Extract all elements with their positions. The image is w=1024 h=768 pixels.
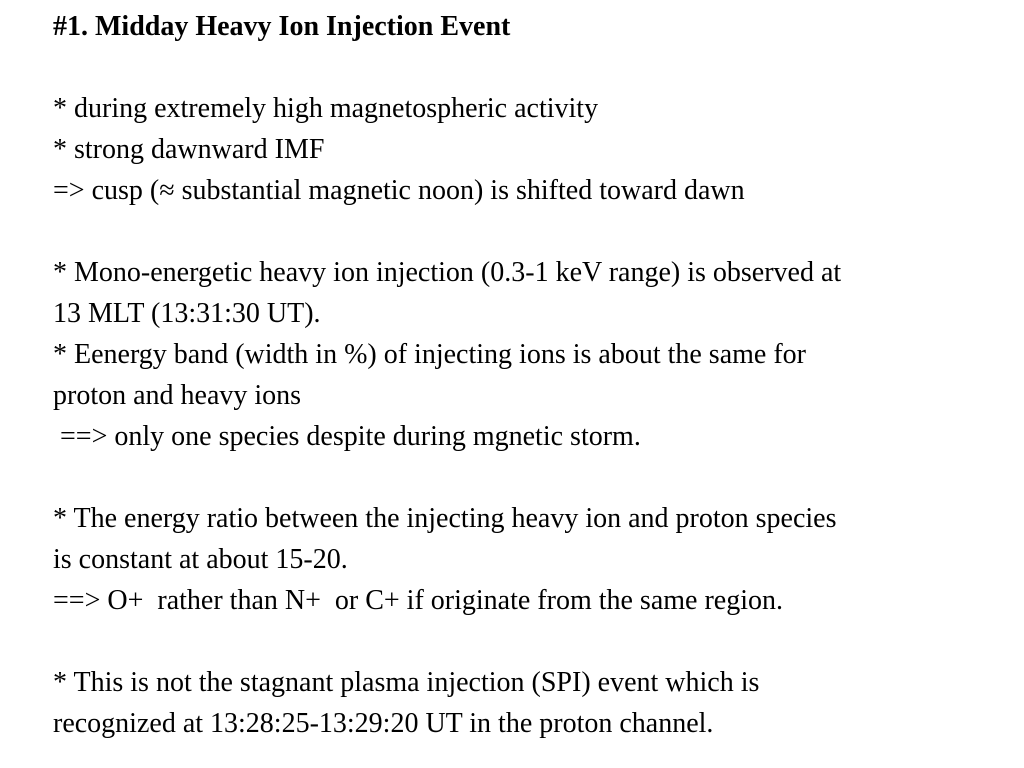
spacer bbox=[53, 621, 1019, 662]
text-line: * This is not the stagnant plasma injection (SPI) event which is bbox=[53, 667, 760, 698]
spacer bbox=[53, 457, 1019, 498]
text-line: * The energy ratio between the injecting heavy ion and proton species bbox=[53, 503, 837, 534]
paragraph-energy-ratio bbox=[53, 498, 1019, 621]
spacer bbox=[53, 211, 1019, 252]
text-line: ==> O+ rather than N+ or C+ if originate from the same region. bbox=[53, 585, 783, 616]
paragraph-activity bbox=[53, 88, 1019, 211]
text-line: => cusp (≈ substantial magnetic noon) is shifted toward dawn bbox=[53, 175, 745, 206]
text-line: ==> only one species despite during mgnetic storm. bbox=[53, 421, 641, 452]
paragraph-injection bbox=[53, 252, 1019, 457]
spacer bbox=[53, 47, 1019, 88]
text-line: is constant at about 15-20. bbox=[53, 544, 348, 575]
text-line: * Mono-energetic heavy ion injection (0.3-1 keV range) is observed at bbox=[53, 257, 842, 288]
text-line: proton and heavy ions bbox=[53, 380, 302, 411]
text-line: * strong dawnward IMF bbox=[53, 134, 325, 165]
slide-content bbox=[53, 6, 1019, 744]
slide-title: #1. Midday Heavy Ion Injection Event bbox=[53, 11, 511, 42]
text-line: * Eenergy band (width in %) of injecting ions is about the same for bbox=[53, 339, 806, 370]
text-line: * during extremely high magnetospheric activity bbox=[53, 93, 599, 124]
text-line: recognized at 13:28:25-13:29:20 UT in the proton channel. bbox=[53, 708, 714, 739]
text-line: 13 MLT (13:31:30 UT). bbox=[53, 298, 321, 329]
paragraph-spi bbox=[53, 662, 1019, 744]
